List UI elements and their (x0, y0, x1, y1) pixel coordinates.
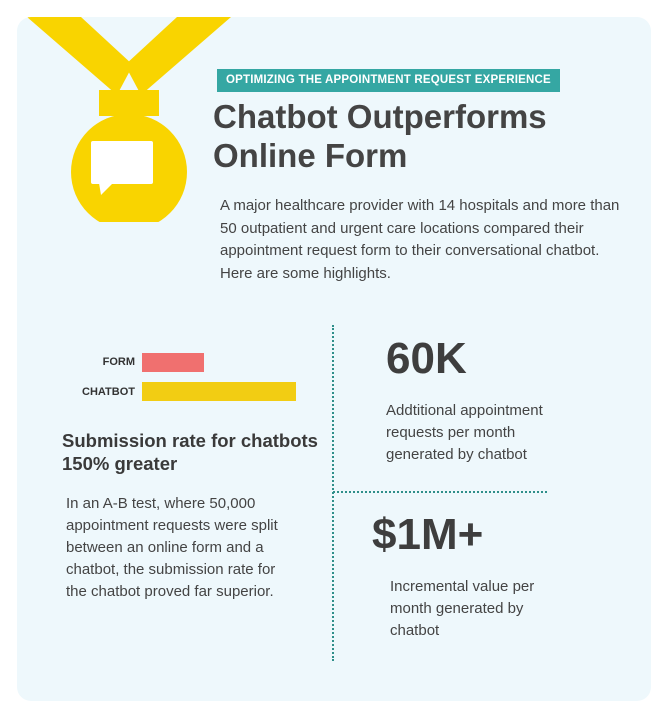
stat-value-revenue: $1M+ (372, 510, 484, 559)
submission-heading: Submission rate for chatbots 150% greater (62, 430, 318, 474)
submission-body: In an A-B test, where 50,000 appointment requests were split between an online form and a chatbot, the submission rate for the chatbot proved far superior. (66, 495, 278, 600)
infographic-card (17, 17, 651, 701)
section-eyebrow: OPTIMIZING THE APPOINTMENT REQUEST EXPERIENCE (217, 69, 560, 92)
bar-label-form: FORM (102, 356, 135, 368)
horizontal-divider (333, 491, 547, 493)
intro-paragraph: A major healthcare provider with 14 hospitals and more than 50 outpatient and urgent care locations compared their appointment request form to their conversational chatbot. Here are some highlights. (220, 197, 620, 282)
bar-label-chatbot: CHATBOT (82, 386, 135, 398)
vertical-divider (332, 325, 334, 661)
bar-chatbot (142, 382, 296, 401)
stat-value-appointments: 60K (386, 334, 467, 383)
stat-label-revenue: Incremental value per month generated by chatbot (390, 578, 535, 639)
bar-form (142, 353, 204, 372)
page-title: Chatbot Outperforms Online Form (213, 98, 547, 174)
stat-label-appointments: Addtitional appointment requests per month generated by chatbot (386, 402, 543, 463)
